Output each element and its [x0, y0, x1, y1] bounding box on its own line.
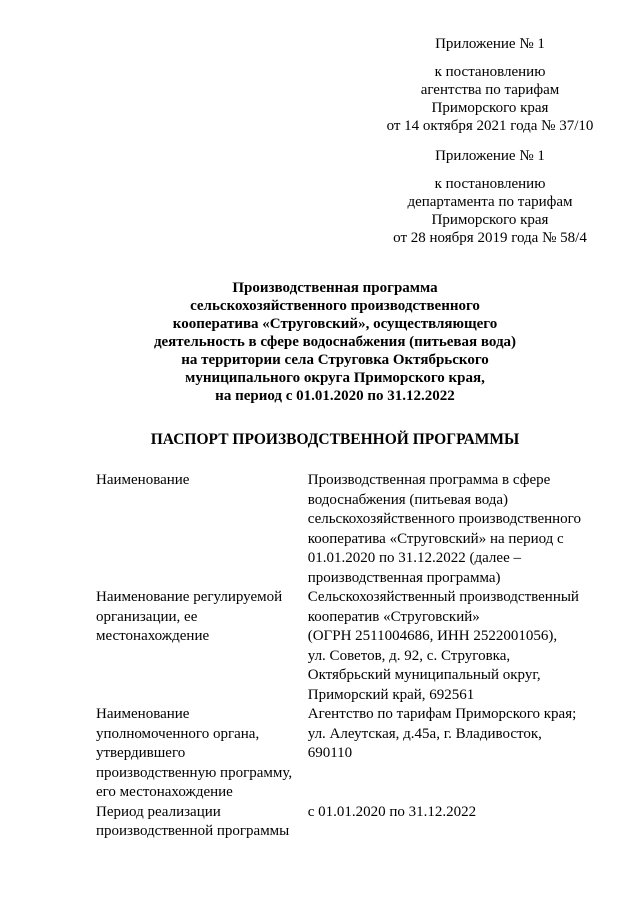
value-line: Производственная программа в сфере [307, 472, 551, 488]
value-line: водоснабжения (питьевая вода) [307, 491, 509, 508]
value-line: кооператива «Струговский» на период с [307, 530, 564, 547]
value-line: с 01.01.2020 по 31.12.2022 [307, 803, 477, 820]
row-label [96, 803, 308, 842]
label-line: Наименование регулируемой [96, 589, 283, 605]
title-line: на период с 01.01.2020 по 31.12.2022 [215, 388, 455, 404]
appendix-1-line: Приморского края [431, 100, 549, 116]
appendix-2-line: от 28 ноября 2019 года № 58/4 [393, 230, 587, 246]
label-line: производственной программы [96, 823, 290, 839]
row-label [96, 588, 308, 705]
value-line: 690110 [307, 745, 353, 761]
passport-row-authority [96, 705, 596, 803]
value-line: ул. Советов, д. 92, с. Струговка, [307, 647, 511, 664]
row-label [96, 471, 308, 588]
label-line: организации, ее [96, 608, 198, 625]
passport-row-name [96, 471, 596, 588]
row-value [308, 803, 596, 842]
value-line: сельскохозяйственного производственного [307, 511, 581, 527]
title-line: муниципального округа Приморского края, [185, 370, 485, 386]
passport-table [96, 471, 596, 842]
appendix-2-line: департамента по тарифам [407, 194, 573, 210]
appendix-1-line: агентства по тарифам [420, 82, 560, 98]
value-line: Сельскохозяйственный производственный [307, 589, 579, 605]
value-line: Октябрьский муниципальный округ, [307, 667, 541, 683]
label-line: Наименование [96, 706, 190, 722]
appendix-2-heading: Приложение № 1 [435, 148, 545, 164]
label-line: Период реализации [96, 803, 221, 820]
value-line: Агентство по тарифам Приморского края; [307, 706, 577, 722]
label-line: утвердившего [96, 745, 186, 761]
label-line: местонахождение [96, 628, 210, 644]
appendix-1-block [375, 35, 605, 135]
label-line: производственную программу, [96, 764, 293, 781]
title-line: кооператива «Струговский», осуществляющего [172, 316, 498, 332]
row-value [308, 471, 596, 588]
row-label [96, 705, 308, 803]
passport-row-period [96, 803, 596, 842]
appendix-2-line: Приморского края [431, 212, 549, 228]
appendix-2-block [375, 147, 605, 247]
appendix-1-line: от 14 октября 2021 года № 37/10 [386, 118, 594, 134]
title-line: Производственная программа [232, 280, 438, 296]
passport-row-organization [96, 588, 596, 705]
value-line: Приморский край, 692561 [307, 686, 475, 703]
label-line: уполномоченного органа, [96, 725, 260, 742]
appendix-1-line: к постановлению [434, 64, 546, 80]
title-line: деятельность в сфере водоснабжения (питьевая вода) [153, 334, 517, 350]
title-line: сельскохозяйственного производственного [190, 298, 480, 314]
value-line: 01.01.2020 по 31.12.2022 (далее – [307, 550, 521, 566]
document-title [130, 279, 540, 405]
row-value [308, 588, 596, 705]
passport-heading: ПАСПОРТ ПРОИЗВОДСТВЕННОЙ ПРОГРАММЫ [150, 431, 520, 448]
value-line: кооператив «Струговский» [307, 608, 480, 625]
label-line: Наименование [96, 472, 190, 488]
appendix-1-heading: Приложение № 1 [435, 36, 545, 52]
row-value [308, 705, 596, 803]
value-line: производственная программа) [307, 569, 501, 586]
title-line: на территории села Струговка Октябрьского [181, 352, 489, 368]
appendix-2-line: к постановлению [434, 176, 546, 192]
value-line: (ОГРН 2511004686, ИНН 2522001056), [307, 628, 558, 644]
value-line: ул. Алеутская, д.45а, г. Владивосток, [307, 725, 542, 742]
label-line: его местонахождение [96, 784, 233, 800]
